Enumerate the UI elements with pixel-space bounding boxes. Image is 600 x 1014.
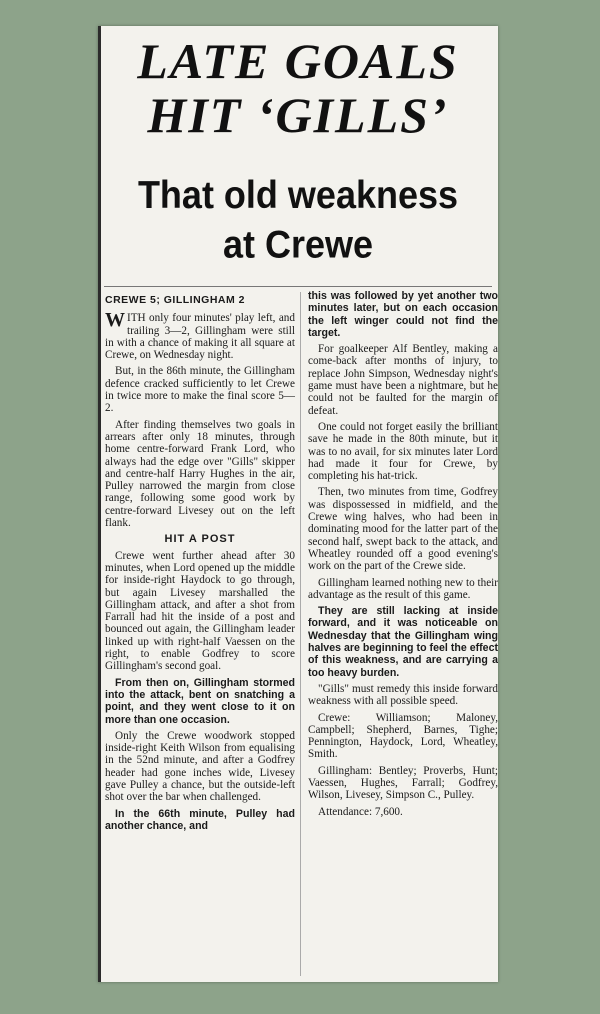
bold-paragraph: From then on, Gillingham stormed into the attack, bent on snatching a point, and they went close to it on more than one occasion. [105,676,295,726]
paragraph: After finding themselves two goals in arrears after only 18 minutes, through home centre-forward Frank Lord, who always had the edge over "Gills" skipper and centre-half Harry Hughes in the air, Pulley narrowed the margin from close range, following some good work by centre-forward Livesey out on the left flank. [105,418,295,530]
lead-paragraph [105,309,295,362]
bold-paragraph: this was followed by yet another two minutes later, but on each occasion the left winger could not find the target. [308,290,498,339]
newspaper-clipping [98,26,498,982]
lead-text: ITH only four minutes' play left, and trailing 3—2, Gillingham were still in with a chance of making it all square at Crewe, on Wednesday night. [105,312,295,362]
paragraph: "Gills" must remedy this inside forward weakness with all possible speed. [308,682,498,708]
paragraph: Only the Crewe woodwork stopped inside-right Keith Wilson from equalising in the 52nd minute, and after a Godfrey header had gone inches wide, Livesey gave Pulley a chance, but the outside-left shot over the bar when challenged. [105,729,295,804]
headline: LATE GOALS HIT ‘GILLS’ [137,33,459,143]
team-line-gillingham: Gillingham: Bentley; Proverbs, Hunt; Vaessen, Hughes, Farrall; Godfrey, Wilson, Livesey, Simpson C., Pulley. [308,764,498,802]
subheadline [98,170,498,269]
right-column [308,290,498,822]
crosshead: HIT A POST [164,533,236,546]
left-column [105,290,295,836]
column-divider [300,292,301,976]
score-line: CREWE 5; GILLINGHAM 2 [105,294,246,306]
header-rule [104,286,492,287]
paragraph: But, in the 86th minute, the Gillingham defence cracked sufficiently to let Crewe in twice more to make the final score 5—2. [105,365,295,415]
paragraph: Crewe went further ahead after 30 minutes, when Lord opened up the middle for inside-right Haydock to go through, but again Livesey marshalled the Gillingham attack, and after a shot from Farrall had hit the inside of a post and bounced out again, the Gillingham leader linked up with right-half Vaessen on the right, to enable Godfrey to score Gillingham's second goal. [105,549,295,673]
paragraph: Then, two minutes from time, Godfrey was dispossessed in midfield, and the Crewe wing halves, who had been in dominating mood for the latter part of the second half, swept back to the attack, and Wheatley rounded off a good evening's work on the part of the Crewe side. [308,486,498,573]
subheadline-text: That old weakness at Crewe [137,172,459,267]
attendance: Attendance: 7,600. [318,805,403,818]
team-line-crewe: Crewe: Williamson; Maloney, Campbell; Shepherd, Barnes, Tighe; Pennington, Haydock, Lord, Wheatley, Smith. [308,711,498,761]
bold-paragraph: In the 66th minute, Pulley had another chance, and [105,807,295,832]
paragraph: One could not forget easily the brilliant save he made in the 80th minute, but it was to no avail, for six minutes later Lord had made it four for Crewe, by completing his hat-trick. [308,420,498,483]
paragraph: For goalkeeper Alf Bentley, making a come-back after months of injury, to replace John Simpson, Wednesday night's game must have been a nightmare, but he could not be faulted for the margin of defeat. [308,343,498,417]
bold-paragraph: They are still lacking at inside forward, and it was noticeable on Wednesday that the Gillingham wing halves are beginning to feel the effect of this weakness, and are carrying a too heavy burden. [308,605,498,679]
drop-cap: W [105,309,125,332]
paragraph: Gillingham learned nothing new to their advantage as the result of this game. [308,576,498,601]
